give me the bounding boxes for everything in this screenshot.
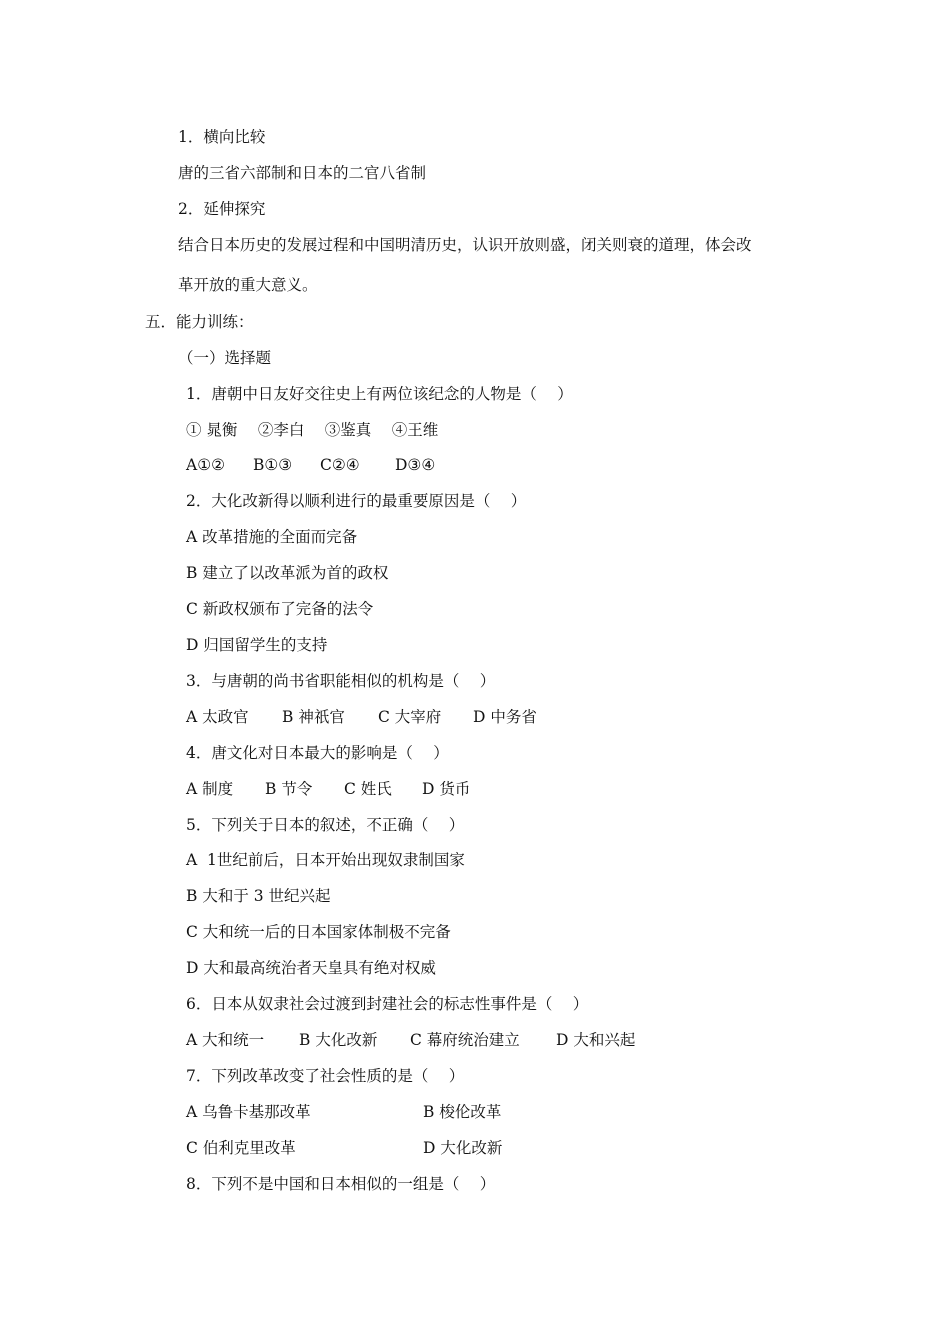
question-stem: 8．下列不是中国和日本相似的一组是（ ） xyxy=(186,1175,496,1193)
option-a: A①② xyxy=(186,456,225,474)
question-stem: 7．下列改革改变了社会性质的是（ ） xyxy=(186,1067,465,1085)
option-d: D 归国留学生的支持 xyxy=(186,636,328,654)
option-b: B 神祇官 xyxy=(282,708,345,726)
question-stem: 5．下列关于日本的叙述，不正确（ ） xyxy=(186,816,465,834)
option-d: D 中务省 xyxy=(473,708,537,726)
option-c: C②④ xyxy=(320,456,360,474)
question-stem: 2．大化改新得以顺利进行的最重要原因是（ ） xyxy=(186,492,527,510)
option-c: C 姓氏 xyxy=(344,780,392,798)
option-d: D 大化改新 xyxy=(423,1139,503,1157)
option-a: A 1世纪前后，日本开始出现奴隶制国家 xyxy=(186,851,465,869)
option-a: A 制度 xyxy=(186,780,234,798)
question-stem: 6．日本从奴隶社会过渡到封建社会的标志性事件是（ ） xyxy=(186,995,589,1013)
sub1-text: 唐的三省六部制和日本的二官八省制 xyxy=(178,164,427,182)
sub2-text-line2: 革开放的重大意义。 xyxy=(178,276,318,294)
options-row xyxy=(186,707,686,727)
section5-heading: 五．能力训练： xyxy=(145,313,254,331)
sub1-title: 1．横向比较 xyxy=(178,128,266,146)
option-d: D 大和兴起 xyxy=(556,1031,636,1049)
question-items: ① 晁衡 ②李白 ③鉴真 ④王维 xyxy=(186,421,439,439)
part1-title: （一）选择题 xyxy=(178,349,272,367)
sub2-text-line1: 结合日本历史的发展过程和中国明清历史，认识开放则盛，闭关则衰的道理，体会改 xyxy=(178,236,752,254)
sub2-title: 2．延伸探究 xyxy=(178,200,266,218)
question-stem: 3．与唐朝的尚书省职能相似的机构是（ ） xyxy=(186,672,496,690)
options-row xyxy=(186,1138,686,1158)
option-d: D 大和最高统治者天皇具有绝对权威 xyxy=(186,959,436,977)
option-b: B 大化改新 xyxy=(299,1031,378,1049)
option-c: C 伯利克里改革 xyxy=(186,1139,296,1157)
option-a: A 乌鲁卡基那改革 xyxy=(186,1103,311,1121)
option-a: A 太政官 xyxy=(186,708,249,726)
options-row xyxy=(186,779,686,799)
question-stem: 1．唐朝中日友好交往史上有两位该纪念的人物是（ ） xyxy=(186,385,573,403)
question-stem: 4．唐文化对日本最大的影响是（ ） xyxy=(186,744,449,762)
option-b: B 建立了以改革派为首的政权 xyxy=(186,564,389,582)
option-c: C 幕府统治建立 xyxy=(410,1031,520,1049)
option-d: D③④ xyxy=(395,456,436,474)
option-d: D 货币 xyxy=(422,780,471,798)
option-c: C 大和统一后的日本国家体制极不完备 xyxy=(186,923,451,941)
options-row xyxy=(186,1102,686,1122)
option-c: C 新政权颁布了完备的法令 xyxy=(186,600,374,618)
options-row xyxy=(186,1030,706,1050)
option-b: B 梭伦改革 xyxy=(423,1103,502,1121)
option-a: A 改革措施的全面而完备 xyxy=(186,528,358,546)
option-c: C 大宰府 xyxy=(378,708,442,726)
option-b: B 大和于 3 世纪兴起 xyxy=(186,887,331,905)
option-a: A 大和统一 xyxy=(186,1031,265,1049)
options-row xyxy=(186,455,686,475)
option-b: B①③ xyxy=(253,456,293,474)
option-b: B 节令 xyxy=(265,780,313,798)
